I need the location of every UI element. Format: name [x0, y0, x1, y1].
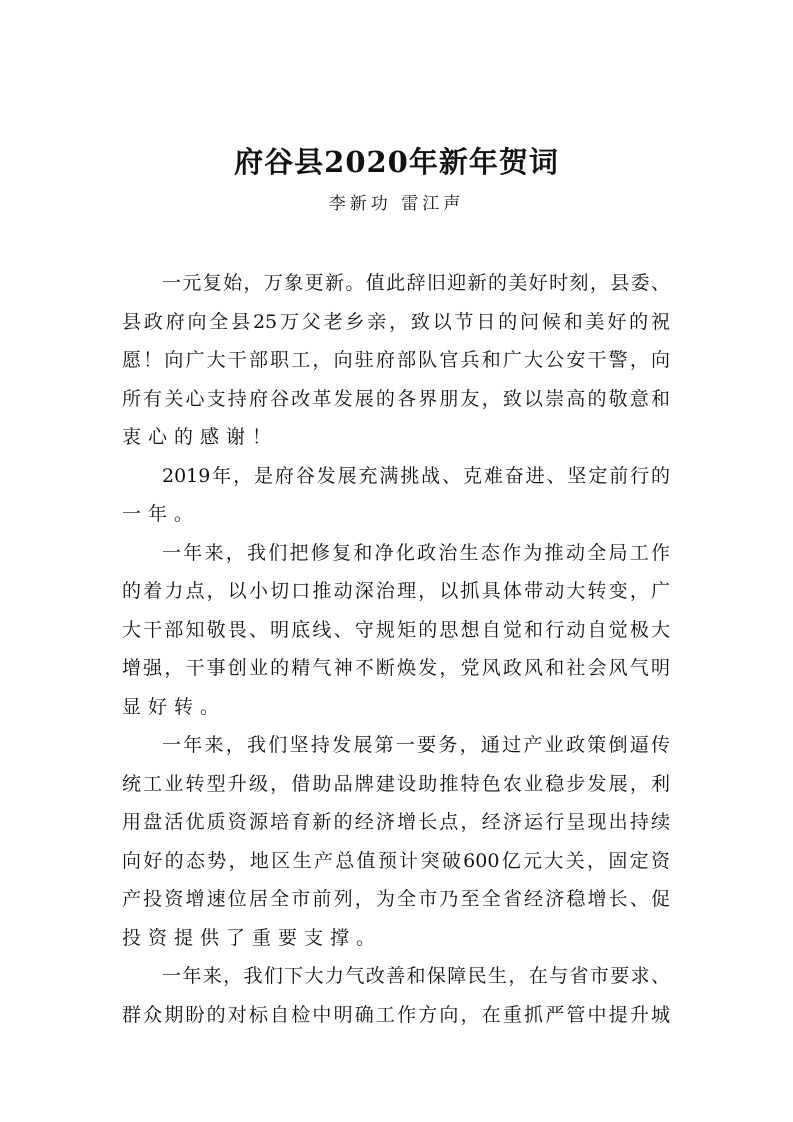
paragraph [122, 726, 670, 957]
paragraph-line: 愿！向广大干部职工，向驻府部队官兵和广大公安干警，向 [122, 349, 670, 371]
paragraph-line: 用盘活优质资源培育新的经济增长点，经济运行呈现出持续 [122, 811, 670, 833]
paragraph-line: 衷心的感谢！ [122, 426, 279, 448]
paragraph-line: 产投资增速位居全市前列，为全市乃至全省经济稳增长、促 [122, 888, 670, 910]
paragraph-line: 一年。 [122, 503, 201, 525]
paragraph-line: 的着力点，以小切口推动深治理，以抓具体带动大转变，广 [122, 580, 670, 602]
paragraph-line: 一年来，我们坚持发展第一要务，通过产业政策倒逼传 [162, 734, 670, 756]
paragraph-line: 县政府向全县25万父老乡亲，致以节日的问候和美好的祝 [122, 310, 670, 333]
paragraph [122, 264, 670, 457]
document-body [122, 264, 670, 1034]
paragraph-line: 显好转。 [122, 695, 227, 718]
paragraph-line: 向好的态势，地区生产总值预计突破600亿元大关，固定资 [122, 849, 670, 872]
paragraph-line: 一年来，我们下大力气改善和保障民生，在与省市要求、 [162, 965, 670, 987]
paragraph-line: 投资提供了重要支撑。 [122, 926, 383, 949]
paragraph-line: 一元复始，万象更新。值此辞旧迎新的美好时刻，县委、 [162, 272, 670, 294]
paragraph-line: 增强，干事创业的精气神不断焕发，党风政风和社会风气明 [122, 657, 670, 679]
paragraph [122, 457, 670, 534]
paragraph-line: 所有关心支持府谷改革发展的各界朋友，致以崇高的敬意和 [122, 387, 670, 410]
document-title: 府谷县2020年新年贺词 [234, 145, 559, 179]
paragraph [122, 534, 670, 727]
paragraph-line: 一年来，我们把修复和净化政治生态作为推动全局工作 [162, 541, 670, 564]
paragraph-line: 统工业转型升级，借助品牌建设助推特色农业稳步发展，利 [122, 772, 670, 795]
paragraph-line: 群众期盼的对标自检中明确工作方向，在重抓严管中提升城 [122, 1003, 670, 1026]
document-authors: 李新功 雷江声 [328, 194, 465, 214]
paragraph [122, 957, 670, 1034]
paragraph-line: 2019年，是府谷发展充满挑战、克难奋进、坚定前行的 [162, 464, 670, 487]
paragraph-line: 大干部知敬畏、明底线、守规矩的思想自觉和行动自觉极大 [122, 618, 670, 641]
